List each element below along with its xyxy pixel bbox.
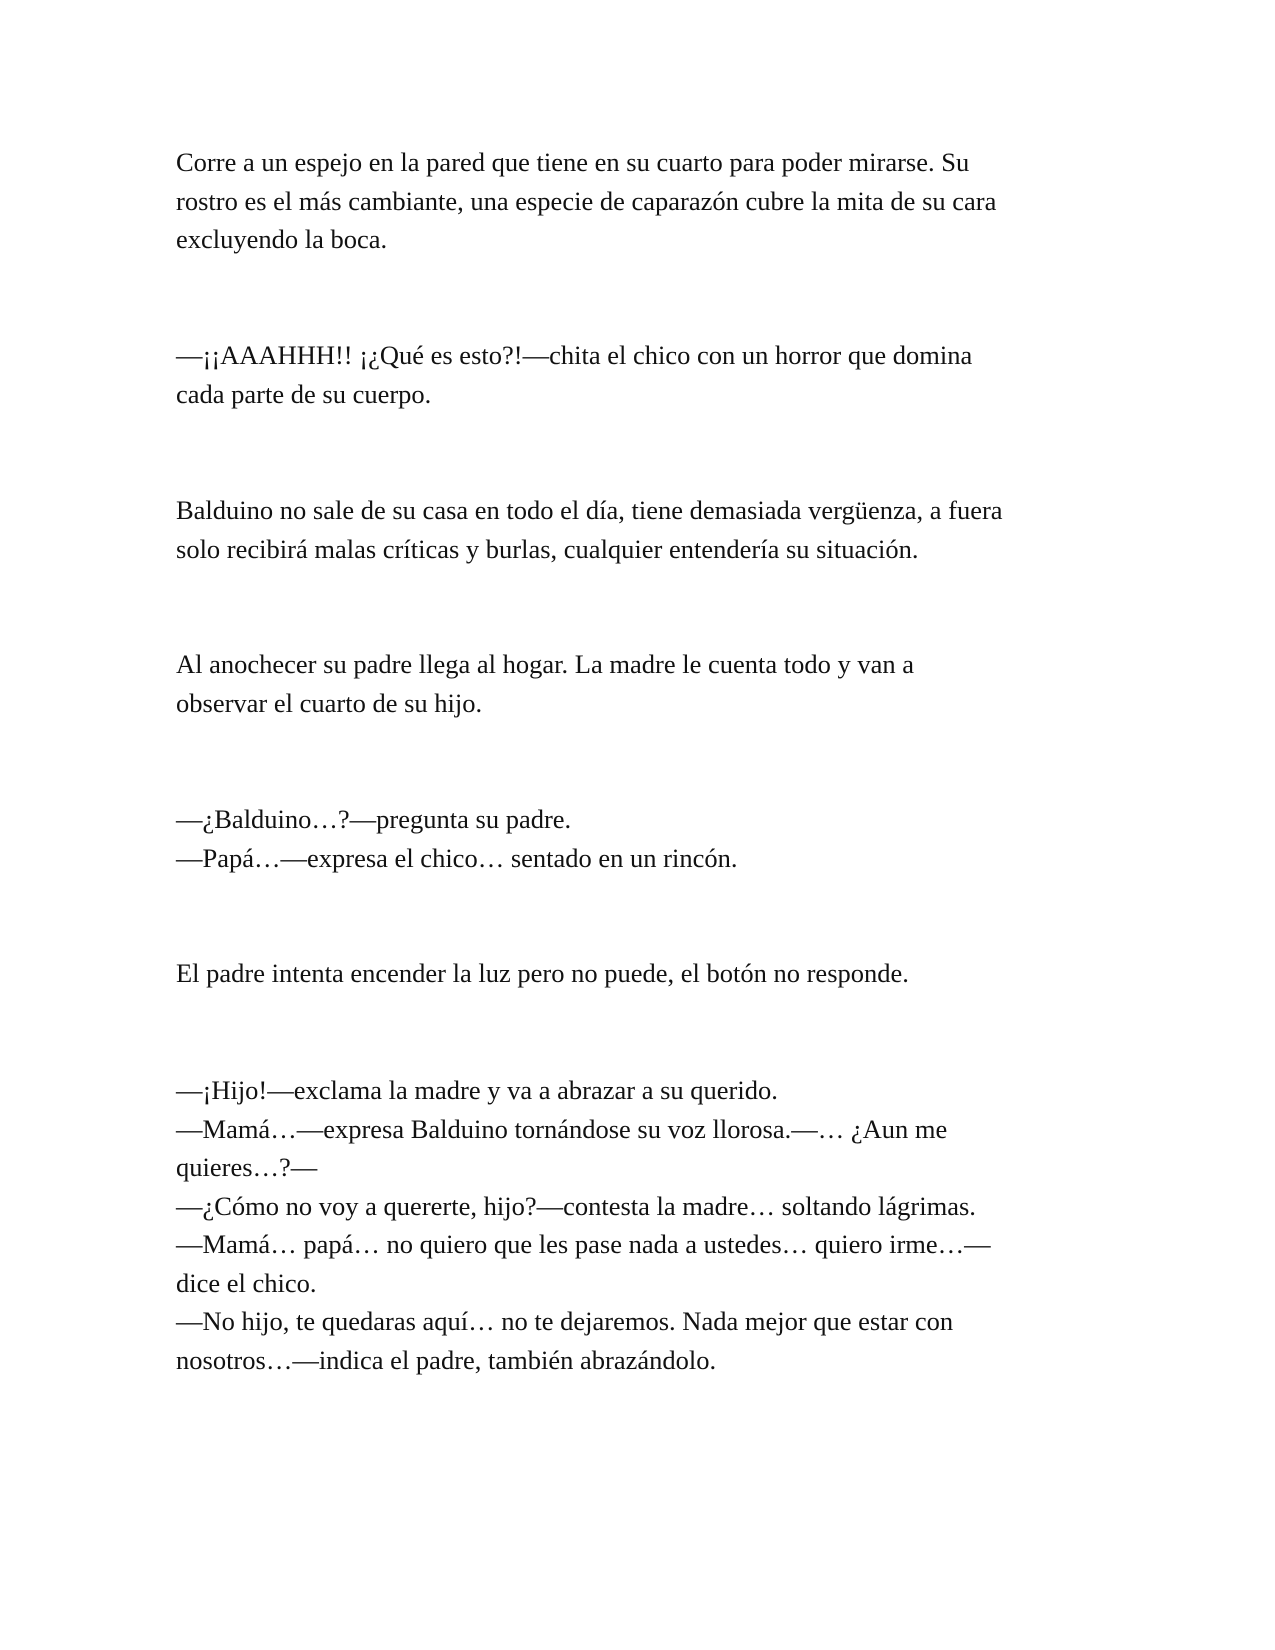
text-line: dice el chico. (176, 1267, 317, 1298)
text-line: —Mamá… papá… no quiero que les pase nada a ustedes… quiero irme…— (176, 1229, 991, 1259)
paragraph-father-arrives (176, 645, 1106, 722)
text-line: cada parte de su cuerpo. (176, 378, 432, 409)
paragraph-shame (176, 491, 1106, 568)
text-line: Al anochecer su padre llega al hogar. La madre le cuenta todo y van a (176, 649, 914, 679)
text-line: solo recibirá malas críticas y burlas, cualquier entendería su situación. (176, 533, 919, 564)
text-line: El padre intenta encender la luz pero no puede, el botón no responde. (176, 958, 909, 988)
text-line: quieres…?— (176, 1152, 318, 1182)
text-line: Balduino no sale de su casa en todo el día, tiene demasiada vergüenza, a fuera (176, 495, 1003, 525)
text-line: excluyendo la boca. (176, 224, 388, 254)
text-line: rostro es el más cambiante, una especie de caparazón cubre la mita de su cara (176, 185, 997, 216)
text-line: —¿Balduino…?—pregunta su padre. (176, 804, 572, 834)
text-line: —¡¡AAAHHH!! ¡¿Qué es esto?!—chita el chico con un horror que domina (176, 340, 973, 370)
text-line: —No hijo, te quedaras aquí… no te dejaremos. Nada mejor que estar con (176, 1306, 954, 1336)
paragraph-mirror (176, 143, 1106, 259)
paragraph-scream (176, 336, 1106, 413)
dialogue-family (176, 1071, 1106, 1379)
text-line: —¡Hijo!—exclama la madre y va a abrazar a su querido. (176, 1075, 778, 1105)
text-line: nosotros…—indica el padre, también abrazándolo. (176, 1344, 717, 1375)
text-line: Corre a un espejo en la pared que tiene en su cuarto para poder mirarse. Su (176, 147, 970, 177)
text-line: observar el cuarto de su hijo. (176, 687, 483, 718)
text-line: —Mamá…—expresa Balduino tornándose su voz llorosa.—… ¿Aun me (176, 1113, 948, 1144)
paragraph-light-switch (176, 954, 1106, 993)
text-line: —¿Cómo no voy a quererte, hijo?—contesta la madre… soltando lágrimas. (176, 1190, 976, 1221)
text-line: —Papá…—expresa el chico… sentado en un rincón. (176, 842, 738, 873)
dialogue-father-son (176, 800, 1106, 877)
